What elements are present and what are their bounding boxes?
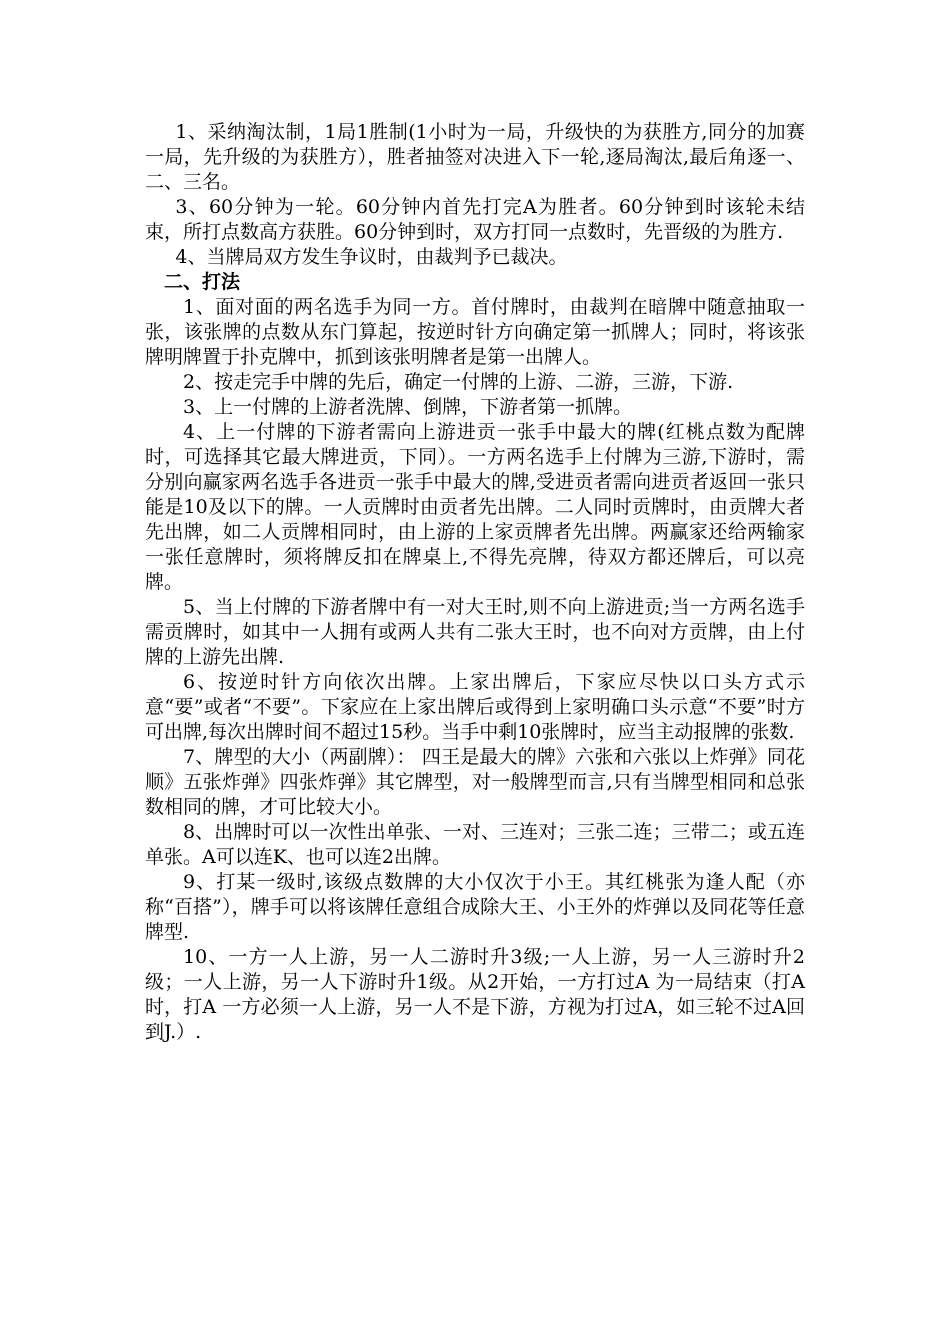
rule-paragraph: 10、一方一人上游，另一人二游时升3级;一人上游，另一人三游时升2级；一人上游，另一人下游时升1级。从2开始，一方打过A 为一局结束（打A时，打A 一方必须一人上游，另一人不是下游，方视为打过A，如三轮不过A回到J.）. xyxy=(145,946,805,1043)
rule-paragraph: 7、牌型的大小（两副牌）： 四王是最大的牌》六张和六张以上炸弹》同花顺》五张炸弹》四张炸弹》其它牌型，对一般牌型而言,只有当牌型相同和总张数相同的牌，才可比较大小。 xyxy=(145,746,805,818)
rule-paragraph: 5、当上付牌的下游者牌中有一对大王时,则不向上游进贡;当一方两名选手需贡牌时，如其中一人拥有或两人共有二张大王时，也不向对方贡牌，由上付牌的上游先出牌. xyxy=(145,596,805,668)
rule-paragraph: 6、按逆时针方向依次出牌。上家出牌后，下家应尽快以口头方式示意“要”或者“不要”。下家应在上家出牌后或得到上家明确口头示意“不要”时方可出牌,每次出牌时间不超过15秒。当手中剩10张牌时，应当主动报牌的张数. xyxy=(145,671,805,743)
document-body xyxy=(145,120,805,1045)
section-heading: 二、打法 xyxy=(164,271,241,293)
rule-paragraph: 4、当牌局双方发生争议时，由裁判予已裁决。 xyxy=(175,246,568,268)
rule-paragraph: 3、上一付牌的上游者洗牌、倒牌，下游者第一抓牌。 xyxy=(183,396,633,418)
rule-paragraph: 9、打某一级时,该级点数牌的大小仅次于小王。其红桃张为逢人配（亦称“百搭”），牌手可以将该牌任意组合成除大王、小王外的炸弹以及同花等任意牌型. xyxy=(145,871,805,943)
rule-paragraph: 3、60分钟为一轮。60分钟内首先打完A为胜者。60分钟到时该轮未结束，所打点数高方获胜。60分钟到时，双方打同一点数时，先晋级的为胜方. xyxy=(145,196,805,243)
rule-paragraph: 1、采纳淘汰制，1局1胜制(1小时为一局，升级快的为获胜方,同分的加赛一局，先升级的为获胜方），胜者抽签对决进入下一轮,逐局淘汰,最后角逐一、二、三名。 xyxy=(145,121,805,193)
rule-paragraph: 2、按走完手中牌的先后，确定一付牌的上游、二游，三游，下游. xyxy=(183,371,734,393)
rule-paragraph: 8、出牌时可以一次性出单张、一对、三连对；三张二连；三带二；或五连单张。A可以连K、也可以连2出牌。 xyxy=(145,821,805,868)
rule-paragraph: 4、上一付牌的下游者需向上游进贡一张手中最大的牌(红桃点数为配牌时，可选择其它最大牌进贡，下同）。一方两名选手上付牌为三游,下游时，需分别向赢家两名选手各进贡一张手中最大的牌,受进贡者需向进贡者返回一张只能是10及以下的牌。一人贡牌时由贡者先出牌。二人同时贡牌时，由贡牌大者先出牌，如二人贡牌相同时，由上游的上家贡牌者先出牌。两赢家还给两输家一张任意牌时，须将牌反扣在牌桌上,不得先亮牌，待双方都还牌后，可以亮牌。 xyxy=(145,421,805,593)
rule-paragraph: 1、面对面的两名选手为同一方。首付牌时，由裁判在暗牌中随意抽取一张，该张牌的点数从东门算起，按逆时针方向确定第一抓牌人；同时，将该张牌明牌置于扑克牌中，抓到该张明牌者是第一出牌人。 xyxy=(145,296,805,368)
